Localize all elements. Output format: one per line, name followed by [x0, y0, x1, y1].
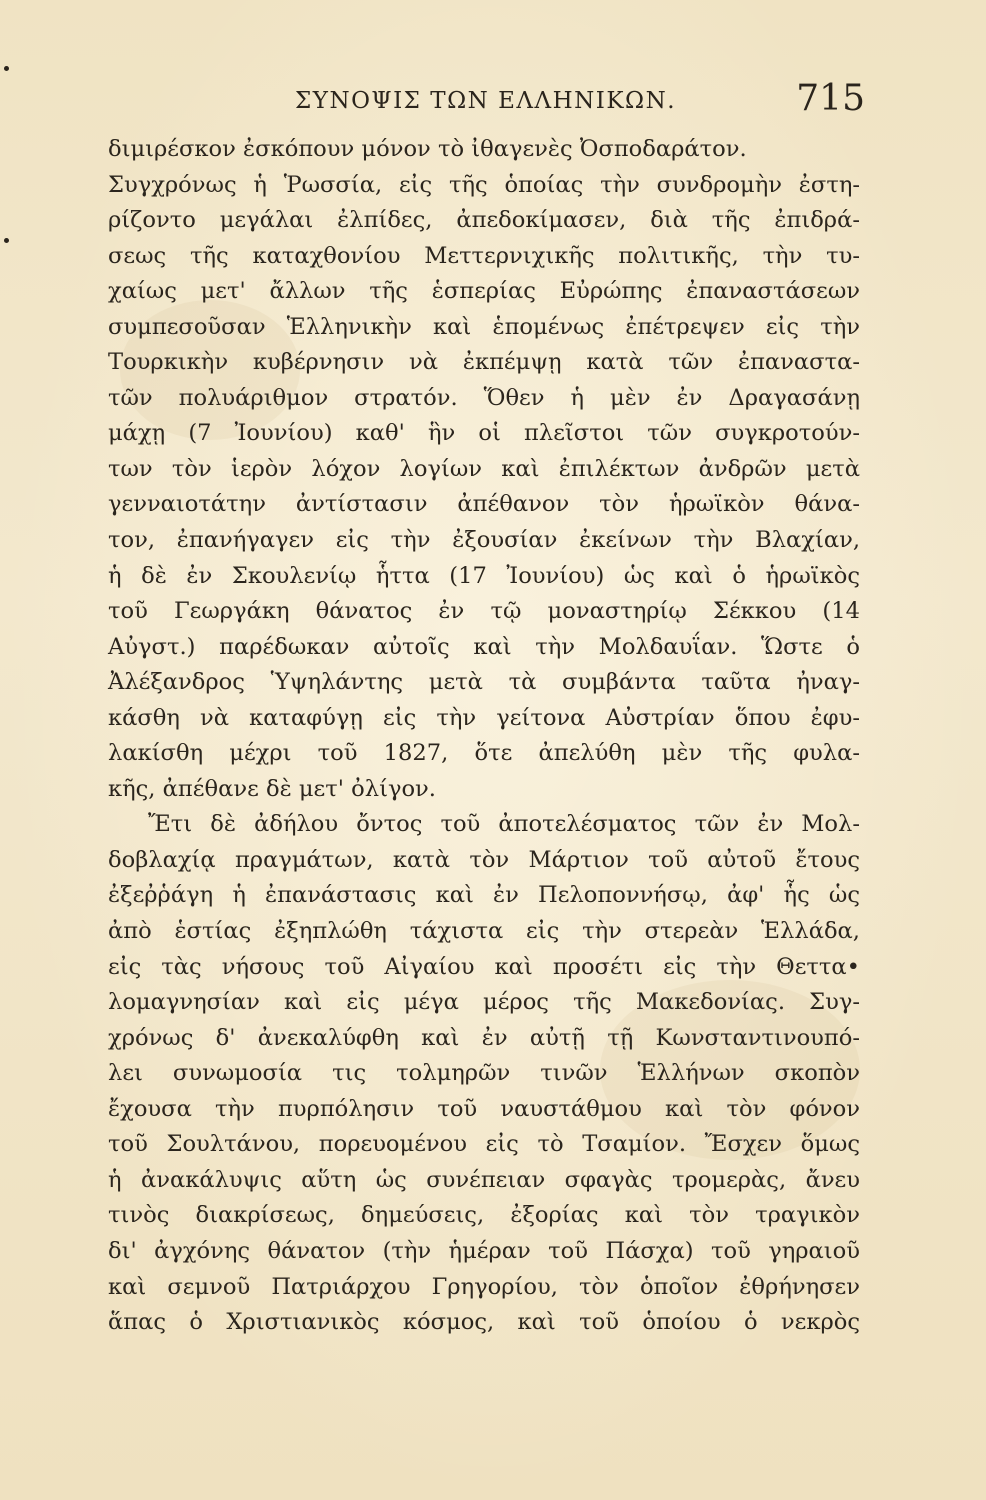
text-line: κάσθη νὰ καταφύγῃ εἰς τὴν γείτονα Αὐστρίαν ὅπου ἐφυ- [108, 704, 860, 731]
text-line: μάχῃ (7 Ἰουνίου) καθ' ἣν οἱ πλεῖστοι τῶν συγκροτούν- [108, 420, 860, 447]
text-line: διμιρέσκον ἐσκόπουν μόνον τὸ ἰθαγενὲς Ὀσποδαράτον. [108, 136, 747, 162]
text-line: ἡ δὲ ἐν Σκουλενίῳ ἧττα (17 Ἰουνίου) ὡς καὶ ὁ ἡρωϊκὸς [108, 562, 860, 589]
edge-mark [4, 238, 9, 243]
page-header [105, 78, 865, 122]
text-line: σεως τῆς καταχθονίου Μεττερνιχικῆς πολιτικῆς, τὴν τυ- [108, 242, 860, 269]
text-line: των τὸν ἱερὸν λόχον λογίων καὶ ἐπιλέκτων ἀνδρῶν μετὰ [108, 455, 860, 482]
text-line: δοβλαχίᾳ πραγμάτων, κατὰ τὸν Μάρτιον τοῦ αὐτοῦ ἔτους [108, 846, 860, 873]
text-line: ἐξεῤῥάγη ἡ ἐπανάστασις καὶ ἐν Πελοποννήσῳ, ἀφ' ἧς ὡς [108, 882, 860, 909]
body-text [108, 132, 860, 1341]
text-line: Ἀλέξανδρος Ὑψηλάντης μετὰ τὰ συμβάντα ταῦτα ἠναγ- [108, 669, 860, 696]
text-line: λομαγνησίαν καὶ εἰς μέγα μέρος τῆς Μακεδονίας. Συγ- [108, 989, 860, 1016]
text-line: Ἔτι δὲ ἀδήλου ὄντος τοῦ ἀποτελέσματος τῶν ἐν Μολ- [148, 811, 860, 838]
text-line: δι' ἀγχόνης θάνατον (τὴν ἡμέραν τοῦ Πάσχα) τοῦ γηραιοῦ [108, 1237, 860, 1264]
text-line: χρόνως δ' ἀνεκαλύφθη καὶ ἐν αὐτῇ τῇ Κωνσταντινουπό- [108, 1024, 860, 1051]
text-line: Τουρκικὴν κυβέρνησιν νὰ ἐκπέμψῃ κατὰ τῶν ἐπαναστα- [108, 349, 860, 376]
text-line: γενναιοτάτην ἀντίστασιν ἀπέθανον τὸν ἡρωϊκὸν θάνα- [108, 491, 860, 518]
text-line: Συγχρόνως ἡ Ῥωσσία, εἰς τῆς ὁποίας τὴν συνδρομὴν ἐστη- [108, 171, 860, 198]
text-line: εἰς τὰς νήσους τοῦ Αἰγαίου καὶ προσέτι εἰς τὴν Θεττα• [108, 953, 860, 980]
text-line: ρίζοντο μεγάλαι ἐλπίδες, ἀπεδοκίμασεν, διὰ τῆς ἐπιδρά- [108, 207, 860, 234]
text-line: καὶ σεμνοῦ Πατριάρχου Γρηγορίου, τὸν ὁποῖον ἐθρήνησεν [108, 1273, 860, 1300]
text-line: τον, ἐπανήγαγεν εἰς τὴν ἐξουσίαν ἐκείνων τὴν Βλαχίαν, [108, 527, 860, 554]
text-line: λακίσθη μέχρι τοῦ 1827, ὅτε ἀπελύθη μὲν τῆς φυλα- [108, 740, 860, 767]
text-line: τινὸς διακρίσεως, δημεύσεις, ἐξορίας καὶ τὸν τραγικὸν [108, 1202, 860, 1229]
text-line: ἔχουσα τὴν πυρπόλησιν τοῦ ναυστάθμου καὶ τὸν φόνον [108, 1095, 860, 1122]
text-line: κῆς, ἀπέθανε δὲ μετ' ὀλίγον. [108, 775, 436, 802]
page-number: 715 [796, 78, 865, 119]
running-title: ΣΥΝΟΨΙΣ ΤΩΝ ΕΛΛΗΝΙΚΩΝ. [295, 88, 677, 114]
text-line: χαίως μετ' ἄλλων τῆς ἑσπερίας Εὐρώπης ἐπαναστάσεων [108, 278, 860, 305]
text-line: λει συνωμοσία τις τολμηρῶν τινῶν Ἑλλήνων σκοπὸν [108, 1060, 860, 1087]
text-line: Αὐγστ.) παρέδωκαν αὐτοῖς καὶ τὴν Μολδαυΐαν. Ὥστε ὁ [108, 633, 860, 660]
text-line: συμπεσοῦσαν Ἑλληνικὴν καὶ ἑπομένως ἐπέτρεψεν εἰς τὴν [108, 313, 860, 340]
text-line: τῶν πολυάριθμον στρατόν. Ὅθεν ἡ μὲν ἐν Δραγασάνῃ [108, 384, 860, 411]
text-line: τοῦ Σουλτάνου, πορευομένου εἰς τὸ Τσαμίον. Ἔσχεν ὅμως [108, 1131, 860, 1158]
text-line: ἅπας ὁ Χριστιανικὸς κόσμος, καὶ τοῦ ὁποίου ὁ νεκρὸς [108, 1309, 860, 1336]
text-line: τοῦ Γεωργάκη θάνατος ἐν τῷ μοναστηρίῳ Σέκκου (14 [108, 598, 860, 625]
text-line: ἀπὸ ἑστίας ἐξηπλώθη τάχιστα εἰς τὴν στερεὰν Ἑλλάδα, [108, 918, 860, 945]
edge-mark [4, 66, 9, 71]
text-line: ἡ ἀνακάλυψις αὕτη ὡς συνέπειαν σφαγὰς τρομερὰς, ἄνευ [108, 1166, 860, 1193]
